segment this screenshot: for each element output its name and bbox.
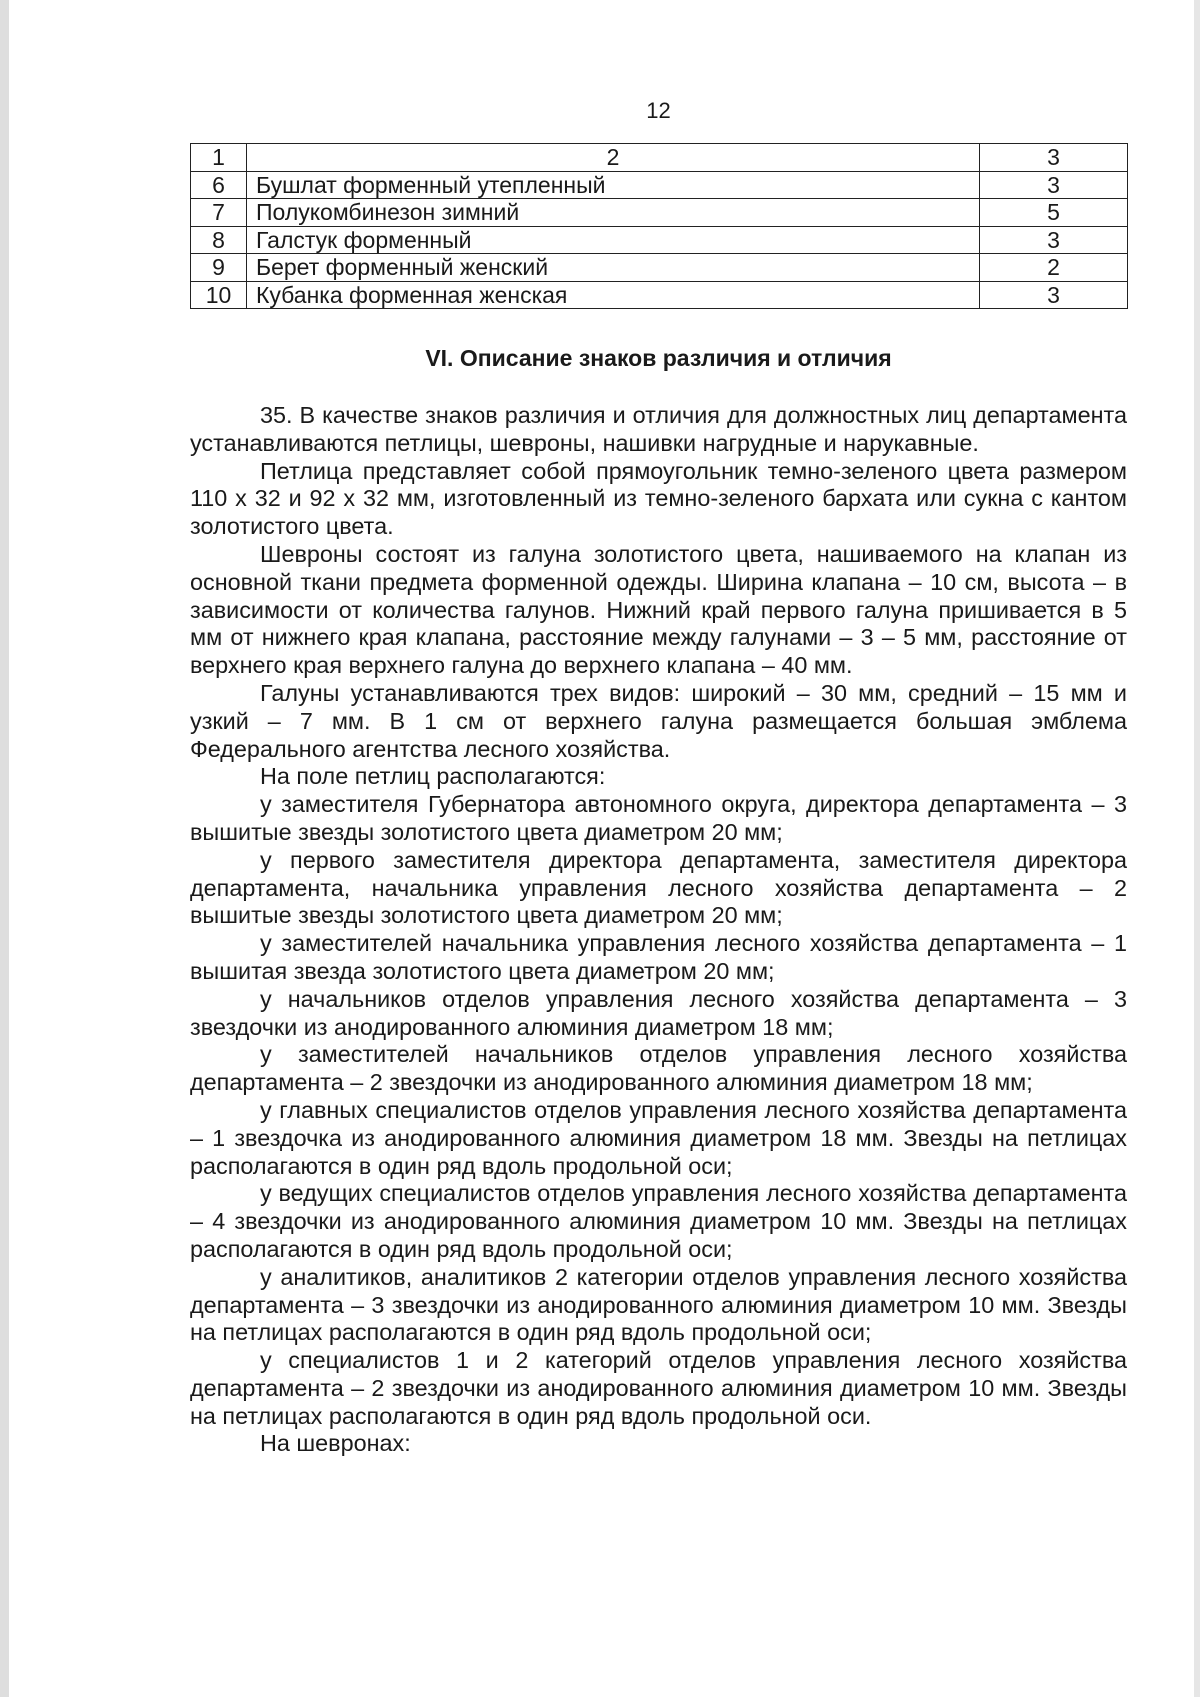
- row-quantity: 3: [980, 281, 1128, 309]
- row-number: 10: [191, 281, 247, 309]
- row-number: 9: [191, 254, 247, 282]
- table-header-cell: 1: [191, 144, 247, 172]
- table-row: [191, 199, 1128, 227]
- section-heading: VI. Описание знаков различия и отличия: [425, 345, 892, 371]
- paragraph: у ведущих специалистов отделов управления лесного хозяйства департамента – 4 звездочки из анодированного алюминия диаметром 10 мм. Звезды на петлицах располагаются в один ряд вдоль продольной оси;: [190, 1180, 1127, 1262]
- paragraph: 35. В качестве знаков различия и отличия для должностных лиц департамента устанавливаются петлицы, шевроны, нашивки нагрудные и нарукавные.: [190, 402, 1127, 456]
- paragraph: у заместителя Губернатора автономного округа, директора департамента – 3 вышитые звезды золотистого цвета диаметром 20 мм;: [190, 791, 1127, 845]
- paragraph: На поле петлиц располагаются:: [260, 763, 606, 790]
- paragraph: у аналитиков, аналитиков 2 категории отделов управления лесного хозяйства департамента – 3 звездочки из анодированного алюминия диаметром 10 мм. Звезды на петлицах располагаются в один ряд вдоль продольной оси;: [190, 1263, 1127, 1346]
- row-item-name: Кубанка форменная женская: [247, 281, 980, 309]
- paragraph: у начальников отделов управления лесного хозяйства департамента – 3 звездочки из анодированного алюминия диаметром 18 мм;: [190, 985, 1127, 1040]
- row-quantity: 3: [980, 171, 1128, 199]
- row-number: 8: [191, 226, 247, 254]
- row-item-name: Полукомбинезон зимний: [247, 199, 980, 227]
- paragraph: Шевроны состоят из галуна золотистого цвета, нашиваемого на клапан из основной ткани предмета форменной одежды. Ширина клапана – 10 см, высота – в зависимости от количества галунов. Нижний край первого галуна пришивается в 5 мм от нижнего края клапана, расстояние между галунами – 3 – 5 мм, расстояние от верхнего края верхнего галуна до верхнего клапана – 40 мм.: [190, 540, 1127, 679]
- paragraph: у заместителей начальника управления лесного хозяйства департамента – 1 вышитая звезда золотистого цвета диаметром 20 мм;: [190, 930, 1127, 984]
- paragraph: у первого заместителя директора департамента, заместителя директора департамента, начальника управления лесного хозяйства департамента – 2 вышитые звезды золотистого цвета диаметром 20 мм;: [190, 846, 1127, 929]
- table-header-cell: 3: [980, 144, 1128, 172]
- paragraph: На шевронах:: [260, 1430, 411, 1457]
- row-quantity: 3: [980, 226, 1128, 254]
- paragraph: Галуны устанавливаются трех видов: широкий – 30 мм, средний – 15 мм и узкий – 7 мм. В 1 см от верхнего галуна размещается большая эмблема Федерального агентства лесного хозяйства.: [190, 679, 1127, 762]
- paragraph: Петлица представляет собой прямоугольник темно-зеленого цвета размером 110 х 32 и 92 х 32 мм, изготовленный из темно-зеленого бархата или сукна с кантом золотистого цвета.: [190, 457, 1127, 540]
- row-number: 6: [191, 171, 247, 199]
- table-row: [191, 254, 1128, 282]
- scan-left-edge: [0, 0, 9, 1697]
- paragraph: у заместителей начальников отделов управления лесного хозяйства департамента – 2 звездочки из анодированного алюминия диаметром 18 мм;: [190, 1041, 1127, 1096]
- row-number: 7: [191, 199, 247, 227]
- table-row: [191, 171, 1128, 199]
- row-item-name: Бушлат форменный утепленный: [247, 171, 980, 199]
- paragraph: у главных специалистов отделов управления лесного хозяйства департамента – 1 звездочка из анодированного алюминия диаметром 18 мм. Звезды на петлицах располагаются в один ряд вдоль продольной оси;: [190, 1096, 1127, 1179]
- scan-right-edge: [1194, 0, 1200, 1697]
- table-row: [191, 226, 1128, 254]
- table-row: [191, 281, 1128, 309]
- row-quantity: 2: [980, 254, 1128, 282]
- table-header-cell: 2: [247, 144, 980, 172]
- body-text: [190, 402, 1127, 1458]
- paragraph: у специалистов 1 и 2 категорий отделов управления лесного хозяйства департамента – 2 звездочки из анодированного алюминия диаметром 10 мм. Звезды на петлицах располагаются в один ряд вдоль продольной оси.: [190, 1347, 1127, 1429]
- row-item-name: Берет форменный женский: [247, 254, 980, 282]
- items-table: [190, 143, 1128, 309]
- row-quantity: 5: [980, 199, 1128, 227]
- table-header-row: [191, 144, 1128, 172]
- page-number: 12: [646, 98, 671, 123]
- row-item-name: Галстук форменный: [247, 226, 980, 254]
